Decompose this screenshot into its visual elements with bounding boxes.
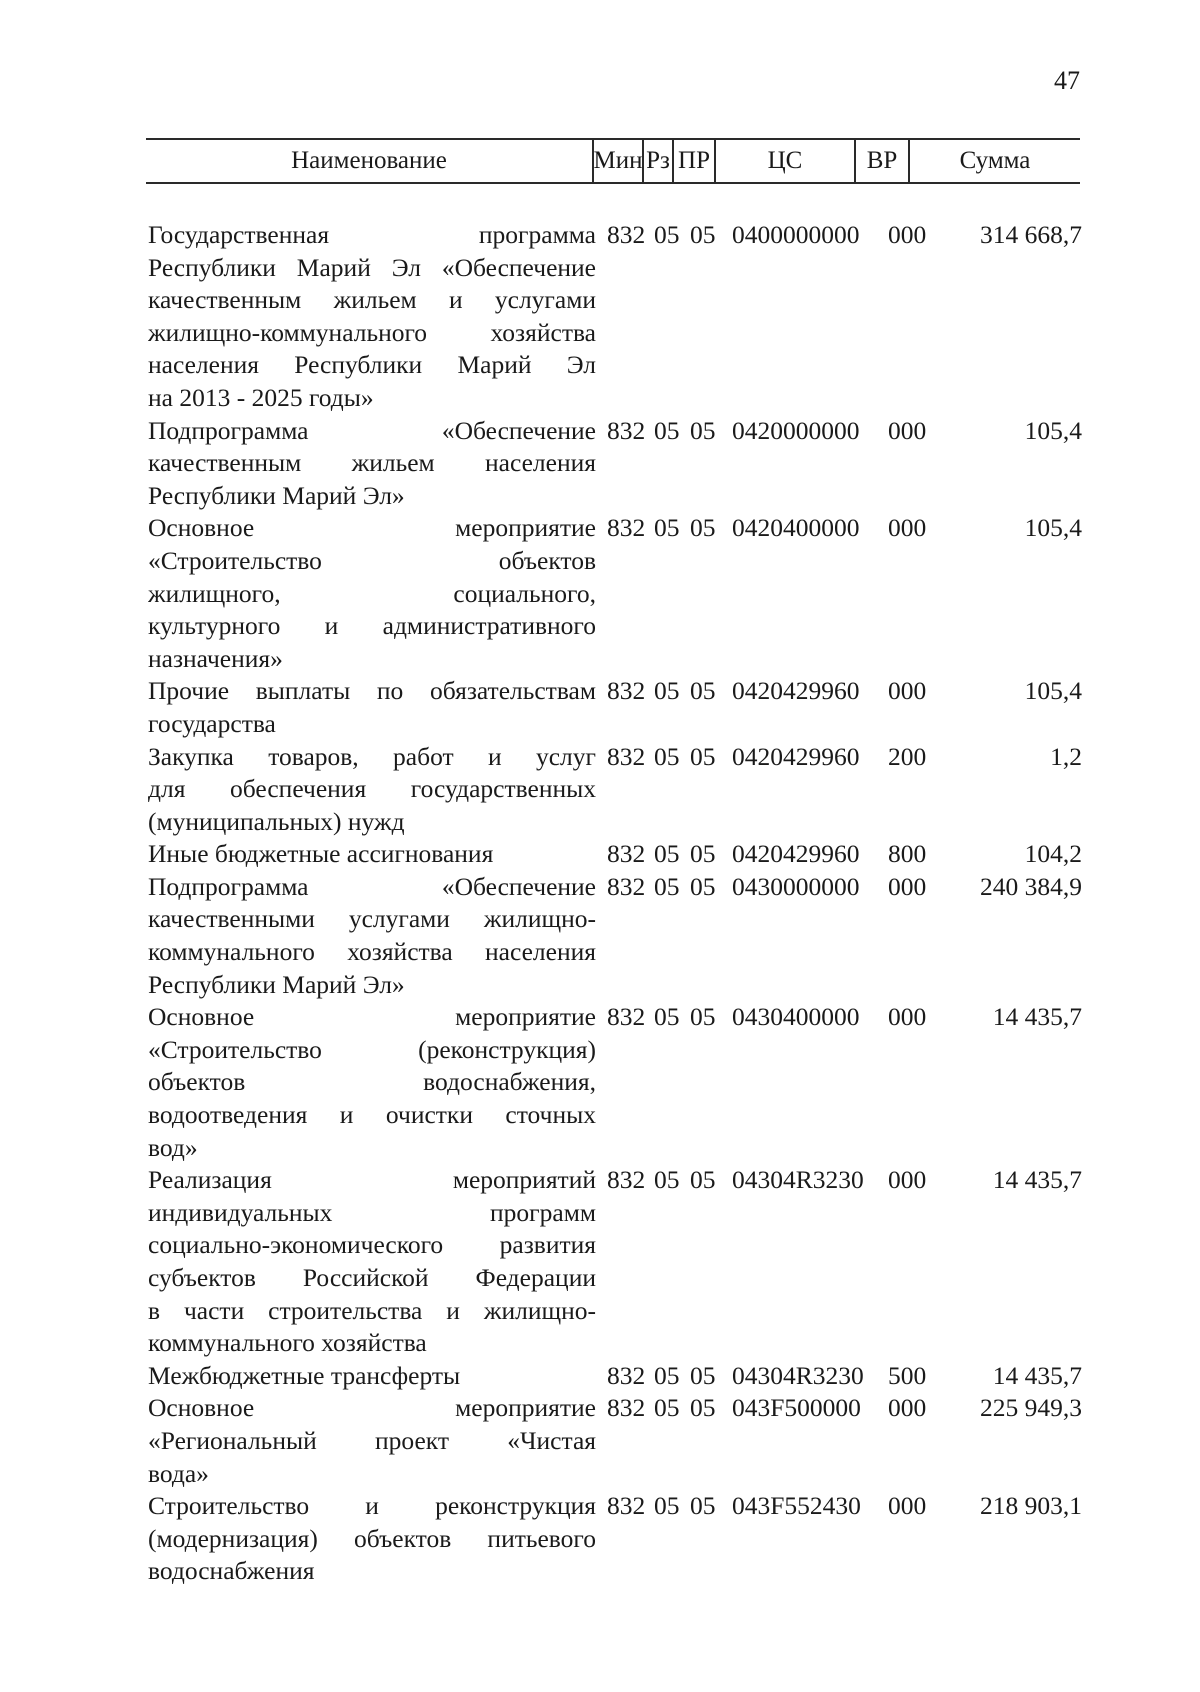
row-sum: 14 435,7 — [992, 1165, 1082, 1195]
row-min: 832 — [607, 839, 646, 869]
row-rz: 05 — [654, 220, 680, 249]
row-sum: 14 435,7 — [992, 1360, 1082, 1390]
row-name-line: Основное мероприятие — [148, 513, 596, 543]
row-name-line: в части строительства и жилищно- — [148, 1295, 596, 1325]
row-name-line: жилищно-коммунального хозяйства — [148, 317, 596, 347]
row-sum: 104,2 — [1024, 839, 1082, 869]
row-min: 832 — [607, 415, 646, 445]
row-sum: 1,2 — [1050, 741, 1082, 771]
row-name-line: для обеспечения государственных — [148, 774, 596, 804]
row-name — [148, 1164, 596, 1360]
row-name-line: социально-экономического развития — [148, 1230, 596, 1260]
page-number: 47 — [1054, 66, 1080, 95]
table-row — [0, 675, 1200, 740]
row-name-line: Республики Марий Эл» — [148, 969, 405, 999]
row-name-line: вода» — [148, 1458, 209, 1488]
row-vr: 800 — [888, 839, 927, 869]
row-rz: 05 — [654, 1491, 680, 1521]
row-name-line: Государственная программа — [148, 220, 596, 249]
row-sum: 105,4 — [1024, 415, 1082, 445]
row-vr: 000 — [888, 415, 927, 445]
table-row — [0, 1164, 1200, 1360]
row-min: 832 — [607, 871, 646, 901]
row-sum: 105,4 — [1024, 676, 1082, 706]
row-vr: 000 — [888, 1165, 927, 1195]
row-name — [148, 675, 596, 740]
row-vr: 000 — [888, 1491, 927, 1521]
row-pr: 05 — [690, 1393, 716, 1423]
header-rz: Рз — [646, 147, 670, 174]
row-rz: 05 — [654, 1165, 680, 1195]
row-rz: 05 — [654, 1002, 680, 1032]
row-sum: 218 903,1 — [980, 1491, 1082, 1521]
row-name-line: населения Республики Марий Эл — [148, 350, 596, 380]
row-name — [148, 512, 596, 675]
header-min: Мин — [593, 147, 643, 174]
row-pr: 05 — [690, 415, 716, 445]
row-cs: 0430000000 — [732, 871, 860, 901]
row-name-line: качественными услугами жилищно- — [148, 904, 596, 934]
row-pr: 05 — [690, 1491, 716, 1521]
row-cs: 0420429960 — [732, 741, 860, 771]
row-name-line: Основное мероприятие — [148, 1393, 596, 1423]
row-min: 832 — [607, 1393, 646, 1423]
row-name-line: вод» — [148, 1132, 198, 1162]
row-name — [148, 871, 596, 1001]
row-sum: 314 668,7 — [980, 220, 1082, 249]
row-cs: 04304R3230 — [732, 1165, 864, 1195]
header-sum: Сумма — [959, 147, 1031, 174]
row-vr: 000 — [888, 676, 927, 706]
row-name-line: Иные бюджетные ассигнования — [148, 839, 494, 869]
row-rz: 05 — [654, 1393, 680, 1423]
row-cs: 0420429960 — [732, 676, 860, 706]
row-vr: 000 — [888, 1393, 927, 1423]
row-cs: 043F552430 — [732, 1491, 861, 1521]
row-cs: 0420000000 — [732, 415, 860, 445]
row-name — [148, 838, 596, 871]
row-name — [148, 1392, 596, 1490]
row-cs: 0400000000 — [732, 220, 860, 249]
row-name-line: Республики Марий Эл «Обеспечение — [148, 252, 596, 282]
table-row — [0, 1490, 1200, 1588]
row-min: 832 — [607, 1491, 646, 1521]
row-rz: 05 — [654, 513, 680, 543]
row-min: 832 — [607, 1165, 646, 1195]
row-name-line: на 2013 - 2025 годы» — [148, 382, 374, 412]
row-name-line: Межбюджетные трансферты — [148, 1360, 461, 1390]
row-name — [148, 1360, 596, 1393]
table-row — [0, 871, 1200, 1001]
row-min: 832 — [607, 741, 646, 771]
table-body — [0, 219, 1200, 1588]
row-name-line: государства — [148, 708, 276, 738]
row-name — [148, 219, 596, 415]
row-vr: 000 — [888, 220, 927, 249]
header-cs: ЦС — [767, 147, 803, 174]
row-sum: 240 384,9 — [980, 871, 1082, 901]
row-name — [148, 415, 596, 513]
row-min: 832 — [607, 220, 646, 249]
row-rz: 05 — [654, 839, 680, 869]
table-row — [0, 415, 1200, 513]
row-name-line: водоотведения и очистки сточных — [148, 1100, 596, 1130]
row-min: 832 — [607, 1002, 646, 1032]
row-sum: 225 949,3 — [980, 1393, 1082, 1423]
table-row — [0, 1360, 1200, 1393]
table-row — [0, 219, 1200, 415]
row-sum: 14 435,7 — [992, 1002, 1082, 1032]
table-row — [0, 1392, 1200, 1490]
row-name — [148, 1001, 596, 1164]
row-pr: 05 — [690, 220, 716, 249]
row-min: 832 — [607, 513, 646, 543]
row-name-line: качественным жильем населения — [148, 448, 596, 478]
row-name-line: индивидуальных программ — [148, 1197, 596, 1227]
row-name-line: объектов водоснабжения, — [148, 1067, 596, 1097]
row-cs: 0420400000 — [732, 513, 860, 543]
row-rz: 05 — [654, 676, 680, 706]
row-name-line: субъектов Российской Федерации — [148, 1263, 596, 1292]
row-sum: 105,4 — [1024, 513, 1082, 543]
row-vr: 200 — [888, 741, 927, 771]
row-cs: 04304R3230 — [732, 1360, 864, 1390]
header-name: Наименование — [291, 147, 447, 174]
row-name-line: жилищного, социального, — [148, 578, 596, 608]
row-name-line: Реализация мероприятий — [148, 1165, 596, 1195]
row-rz: 05 — [654, 871, 680, 901]
table-row — [0, 838, 1200, 871]
row-name-line: Подпрограмма «Обеспечение — [148, 871, 596, 901]
row-min: 832 — [607, 676, 646, 706]
row-pr: 05 — [690, 1360, 716, 1390]
row-name-line: (модернизация) объектов питьевого — [148, 1523, 596, 1553]
row-name-line: назначения» — [148, 643, 283, 673]
row-vr: 000 — [888, 1002, 927, 1032]
row-name-line: Прочие выплаты по обязательствам — [148, 676, 596, 706]
row-name-line: коммунального хозяйства — [148, 1328, 427, 1358]
row-vr: 000 — [888, 513, 927, 543]
header-vr: ВР — [866, 147, 898, 174]
row-min: 832 — [607, 1360, 646, 1390]
row-rz: 05 — [654, 415, 680, 445]
row-name-line: Республики Марий Эл» — [148, 480, 405, 510]
row-name-line: Строительство и реконструкция — [148, 1491, 596, 1521]
row-name-line: культурного и административного — [148, 611, 596, 641]
table-row — [0, 1001, 1200, 1164]
row-name-line: «Строительство объектов — [148, 545, 596, 575]
row-pr: 05 — [690, 871, 716, 901]
row-pr: 05 — [690, 1165, 716, 1195]
row-cs: 043F500000 — [732, 1393, 861, 1423]
row-name-line: «Строительство (реконструкция) — [148, 1034, 596, 1064]
row-name-line: коммунального хозяйства населения — [148, 937, 596, 967]
row-rz: 05 — [654, 1360, 680, 1390]
row-vr: 000 — [888, 871, 927, 901]
row-name — [148, 741, 596, 839]
row-name-line: водоснабжения — [148, 1556, 315, 1586]
table-row — [0, 512, 1200, 675]
row-name-line: Закупка товаров, работ и услуг — [148, 741, 596, 771]
row-pr: 05 — [690, 839, 716, 869]
header-pr: ПР — [678, 147, 710, 174]
row-pr: 05 — [690, 1002, 716, 1032]
table-row — [0, 741, 1200, 839]
row-name-line: Основное мероприятие — [148, 1002, 596, 1032]
row-name-line: Подпрограмма «Обеспечение — [148, 415, 596, 445]
table-header — [146, 138, 1080, 184]
row-name-line: «Региональный проект «Чистая — [148, 1425, 596, 1455]
row-name-line: качественным жильем и услугами — [148, 285, 596, 315]
row-rz: 05 — [654, 741, 680, 771]
row-pr: 05 — [690, 741, 716, 771]
row-pr: 05 — [690, 676, 716, 706]
row-name — [148, 1490, 596, 1588]
row-name-line: (муниципальных) нужд — [148, 806, 405, 836]
row-vr: 500 — [888, 1360, 927, 1390]
row-pr: 05 — [690, 513, 716, 543]
row-cs: 0430400000 — [732, 1002, 860, 1032]
row-cs: 0420429960 — [732, 839, 860, 869]
